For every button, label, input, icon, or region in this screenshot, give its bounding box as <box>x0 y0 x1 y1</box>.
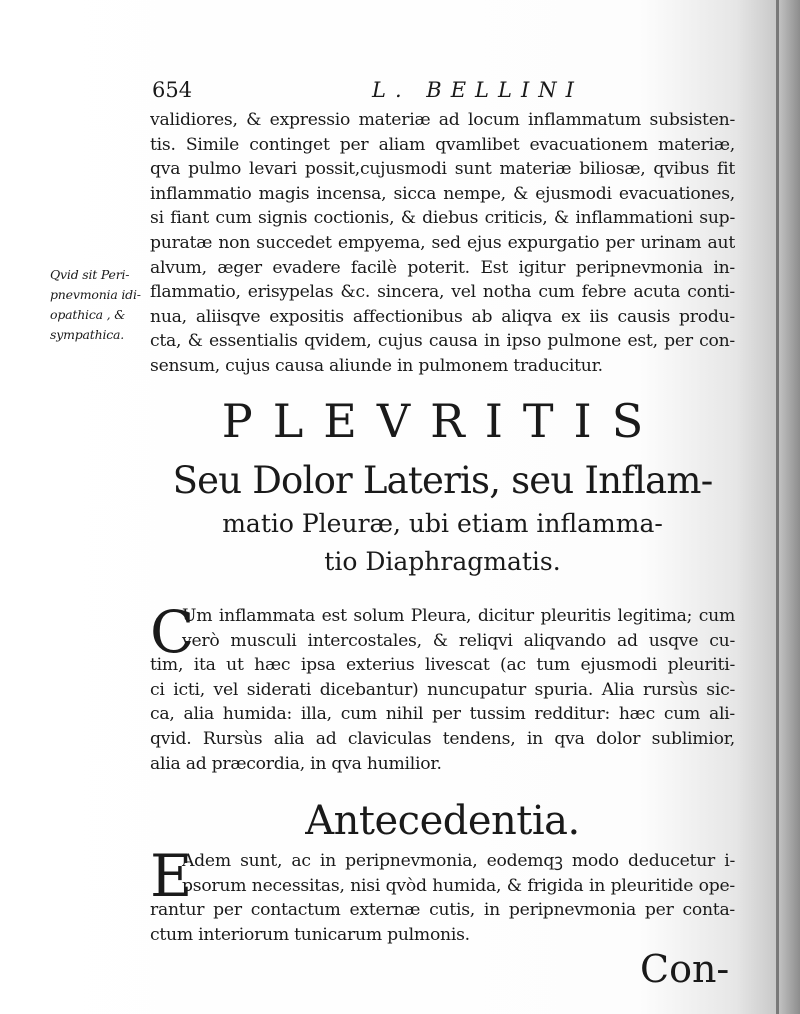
marginal-line: opathica , & <box>50 307 126 322</box>
catchword: Con- <box>640 947 730 991</box>
body-line: validiores, & expressio materiæ ad locum inflammatum subsisten- <box>150 110 735 130</box>
section-title: PLEVRITIS <box>221 394 664 448</box>
marginal-line: pnevmonia idi- <box>50 287 141 302</box>
page-number: 654 <box>152 78 193 102</box>
paragraph-line: Um inflammata est solum Pleura, dicitur pleuritis legitima; cum <box>182 606 735 626</box>
body-line: sensum, cujus causa aliunde in pulmonem traducitur. <box>150 355 603 376</box>
body-line: tis. Simile continget per aliam qvamlibet evacuationem materiæ, <box>150 134 735 155</box>
paragraph-line: ctum interiorum tunicarum pulmonis. <box>150 924 470 945</box>
paragraph-line: alia ad præcordia, in qva humilior. <box>150 753 442 774</box>
section-subtitle-line: Seu Dolor Lateris, seu Inflam- <box>172 459 713 502</box>
body-text-continued <box>150 108 735 379</box>
paragraph-antecedentia <box>150 842 735 947</box>
body-line: si fiant cum signis coctionis, & diebus criticis, & inflammationi sup- <box>150 208 735 229</box>
body-line: puratæ non succedet empyema, sed ejus expurgatio per urinam aut <box>150 232 735 253</box>
running-head-title: L. BELLINI <box>372 78 583 102</box>
paragraph-line: psorum necessitas, nisi qvòd humida, & frigida in pleuritide ope- <box>182 875 735 896</box>
paragraph-line: Adem sunt, ac in peripnevmonia, eodemqꝫ modo deducetur i- <box>182 851 735 871</box>
page-gutter-edge <box>776 0 779 1014</box>
section-subtitle-line: matio Pleuræ, ubi etiam inflamma- <box>222 509 663 538</box>
marginal-note <box>50 265 150 345</box>
body-line: qva pulmo levari possit,cujusmodi sunt materiæ biliosæ, qvibus fit <box>150 159 735 180</box>
drop-cap: E <box>150 842 193 910</box>
paragraph-line: verò musculi intercostales, & reliqvi aliqvando ad usqve cu- <box>182 630 735 651</box>
paragraph-line: tim, ita ut hæc ipsa exterius livescat (ac tum ejusmodi pleuriti- <box>150 655 735 676</box>
body-line: inflammatio magis incensa, sicca nempe, & ejusmodi evacuationes, <box>150 183 735 204</box>
body-line: flammatio, erisypelas &c. sincera, vel notha cum febre acuta conti- <box>150 282 735 303</box>
paragraph-line: rantur per contactum externæ cutis, in peripnevmonia per conta- <box>150 900 735 921</box>
section-subtitle-line: tio Diaphragmatis. <box>324 547 561 576</box>
paragraph-line: qvid. Rursùs alia ad claviculas tendens, in qva dolor sublimior, <box>150 728 735 749</box>
marginal-line: Qvid sit Peri- <box>50 267 130 282</box>
paragraph-pleuritis <box>150 598 735 776</box>
body-line: cta, & essentialis qvidem, cujus causa in ipso pulmone est, per con- <box>150 331 735 352</box>
running-head <box>152 78 732 106</box>
subheading: Antecedentia. <box>305 798 580 844</box>
body-line: alvum, æger evadere facilè poterit. Est igitur peripnevmonia in- <box>150 257 735 278</box>
marginal-line: sympathica. <box>50 327 125 342</box>
paragraph-line: ca, alia humida: illa, cum nihil per tussim redditur: hæc cum ali- <box>150 704 735 725</box>
paragraph-line: ci icti, vel siderati dicebantur) nuncupatur spuria. Alia rursùs sic- <box>150 679 735 700</box>
body-line: nua, aliisqve expositis affectionibus ab aliqva ex iis causis produ- <box>150 306 735 327</box>
drop-cap: C <box>150 598 195 666</box>
